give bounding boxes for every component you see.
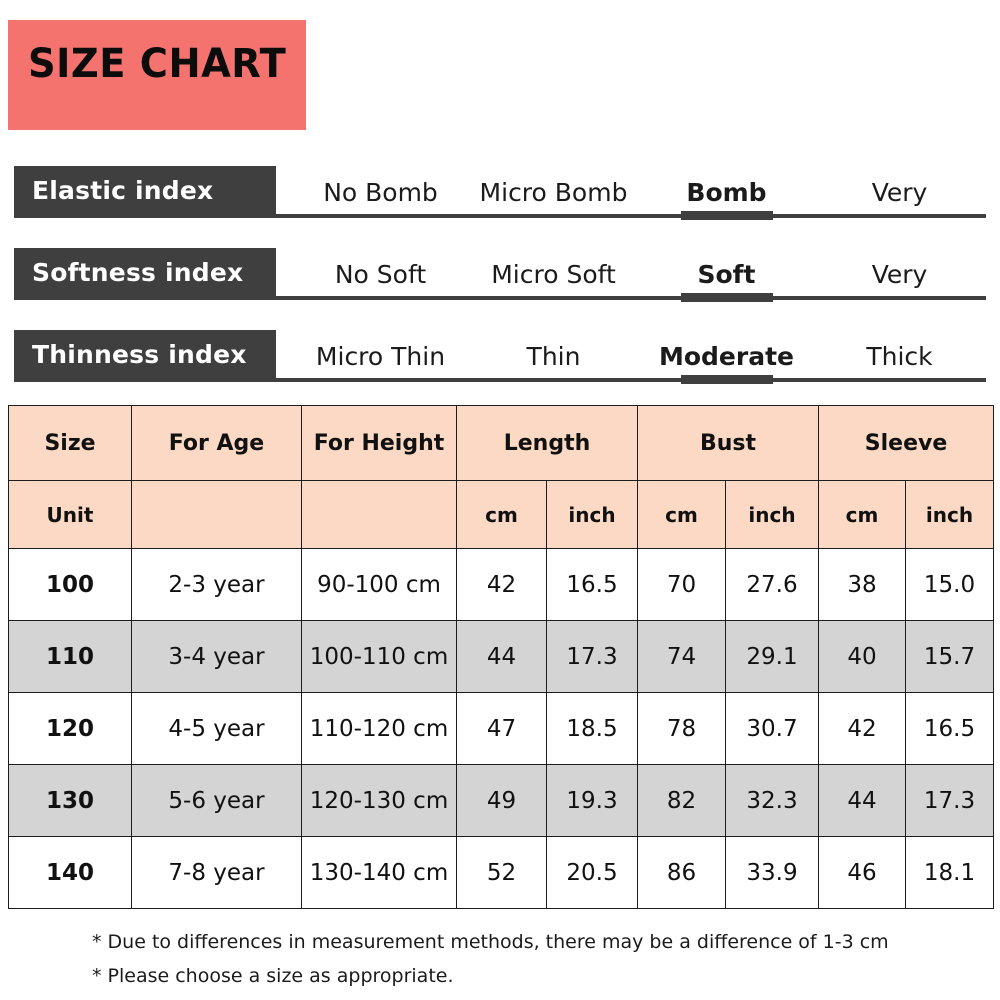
cell-height: 100-110 cm [302,621,457,693]
index-option[interactable]: Micro Bomb [479,177,628,207]
header-bust: Bust [638,406,819,481]
header-sleeve: Sleeve [819,406,994,481]
unit-label: Unit [9,481,132,549]
note-size-choice: * Please choose a size as appropriate. [92,965,454,987]
index-option[interactable]: Micro Thin [315,341,446,371]
cell-length-cm: 44 [457,621,547,693]
index-row-elastic [14,166,986,248]
cell-bust-inch: 32.3 [726,765,819,837]
cell-bust-inch: 30.7 [726,693,819,765]
cell-sleeve-cm: 42 [819,693,906,765]
index-option[interactable]: Very [871,259,928,289]
index-option-selected[interactable] [640,248,813,300]
table-row [9,837,994,909]
unit-sleeve-inch: inch [906,481,994,549]
cell-sleeve-inch: 17.3 [906,765,994,837]
cell-sleeve-cm: 40 [819,621,906,693]
header-for-age: For Age [132,406,302,481]
notes-section [92,925,972,993]
index-label-elastic: Elastic index [14,166,276,214]
cell-length-inch: 17.3 [547,621,638,693]
cell-length-inch: 19.3 [547,765,638,837]
index-option[interactable]: Very [871,177,928,207]
cell-size: 120 [9,693,132,765]
index-row-thinness [14,330,986,412]
cell-age: 2-3 year [132,549,302,621]
table-unit-row [9,481,994,549]
unit-length-cm: cm [457,481,547,549]
cell-length-inch: 16.5 [547,549,638,621]
cell-bust-cm: 74 [638,621,726,693]
note-measurement: * Due to differences in measurement methods, there may be a difference of 1-3 cm [92,931,889,953]
cell-sleeve-cm: 46 [819,837,906,909]
index-option[interactable]: Micro Soft [491,259,616,289]
cell-size: 140 [9,837,132,909]
cell-bust-inch: 33.9 [726,837,819,909]
index-label-softness: Softness index [14,248,276,296]
index-section [14,166,986,412]
cell-age: 7-8 year [132,837,302,909]
cell-bust-cm: 86 [638,837,726,909]
cell-sleeve-inch: 15.0 [906,549,994,621]
cell-age: 5-6 year [132,765,302,837]
index-row-softness [14,248,986,330]
cell-length-cm: 52 [457,837,547,909]
cell-bust-cm: 78 [638,693,726,765]
cell-age: 3-4 year [132,621,302,693]
unit-length-inch: inch [547,481,638,549]
cell-height: 130-140 cm [302,837,457,909]
cell-sleeve-cm: 38 [819,549,906,621]
unit-sleeve-cm: cm [819,481,906,549]
index-option[interactable]: Thick [866,341,933,371]
cell-length-inch: 18.5 [547,693,638,765]
unit-bust-cm: cm [638,481,726,549]
table-header-row [9,406,994,481]
index-option-selected[interactable] [640,166,813,218]
cell-length-cm: 47 [457,693,547,765]
cell-length-cm: 42 [457,549,547,621]
selection-marker [681,293,773,302]
unit-empty [302,481,457,549]
cell-length-cm: 49 [457,765,547,837]
page-title: SIZE CHART [28,41,287,87]
header-length: Length [457,406,638,481]
cell-height: 90-100 cm [302,549,457,621]
index-option[interactable]: No Bomb [323,177,438,207]
cell-sleeve-inch: 18.1 [906,837,994,909]
unit-empty [132,481,302,549]
cell-bust-inch: 29.1 [726,621,819,693]
header-for-height: For Height [302,406,457,481]
cell-sleeve-cm: 44 [819,765,906,837]
selection-marker [681,375,773,384]
index-option[interactable]: Thin [526,341,581,371]
cell-bust-inch: 27.6 [726,549,819,621]
cell-size: 100 [9,549,132,621]
index-options-elastic [294,166,986,218]
cell-size: 110 [9,621,132,693]
cell-length-inch: 20.5 [547,837,638,909]
cell-sleeve-inch: 15.7 [906,621,994,693]
table-row [9,693,994,765]
cell-height: 120-130 cm [302,765,457,837]
cell-height: 110-120 cm [302,693,457,765]
table-row [9,621,994,693]
cell-age: 4-5 year [132,693,302,765]
header-size: Size [9,406,132,481]
table-row [9,765,994,837]
unit-bust-inch: inch [726,481,819,549]
index-option-label: Soft [697,259,756,289]
index-option-label: Moderate [658,341,794,371]
index-label-thinness: Thinness index [14,330,276,378]
index-option-label: Bomb [686,177,767,207]
size-table [8,405,994,909]
index-option-selected[interactable] [640,330,813,382]
table-row [9,549,994,621]
cell-size: 130 [9,765,132,837]
selection-marker [681,211,773,220]
cell-bust-cm: 82 [638,765,726,837]
index-option[interactable]: No Soft [334,259,427,289]
cell-sleeve-inch: 16.5 [906,693,994,765]
index-options-thinness [294,330,986,382]
index-options-softness [294,248,986,300]
cell-bust-cm: 70 [638,549,726,621]
